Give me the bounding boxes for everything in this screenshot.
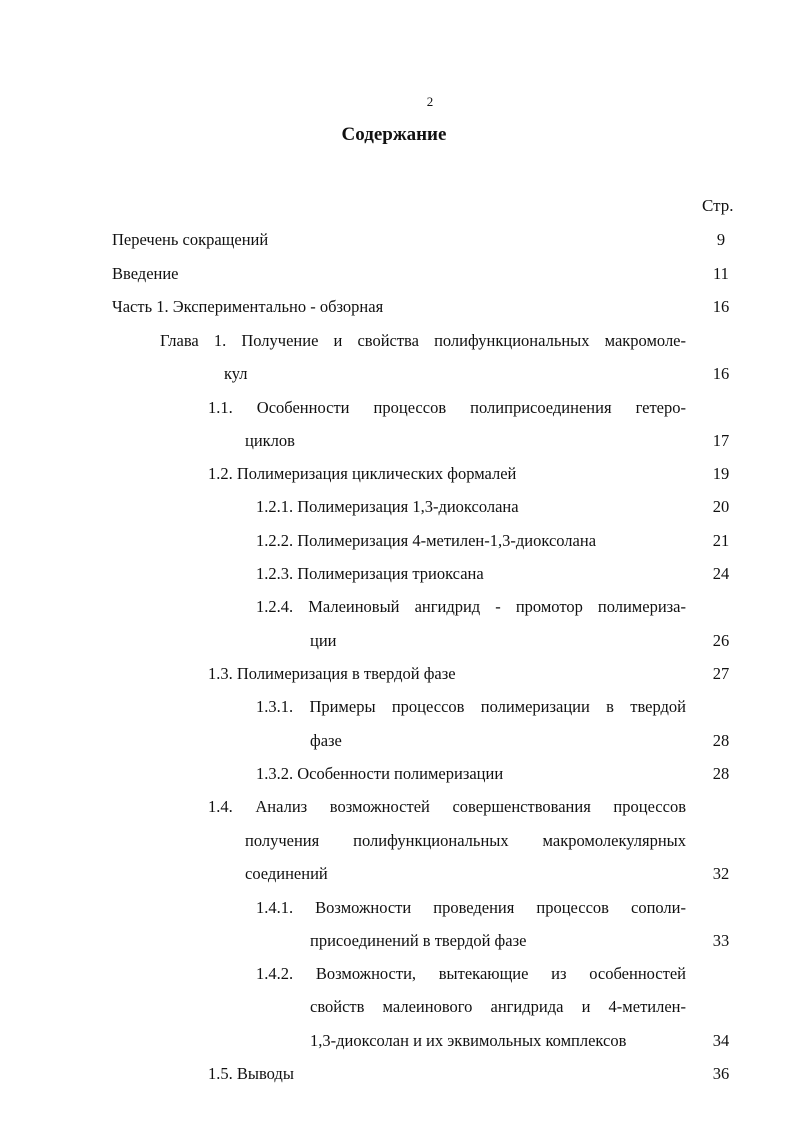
toc-entry-page: 16 [712, 297, 730, 316]
toc-entry-text: 1.2.2. Полимеризация 4-метилен-1,3-диоксолана [256, 531, 597, 550]
toc-entry-page: 9 [716, 230, 726, 249]
toc-entry-text: 1.2. Полимеризация циклических формалей [208, 464, 517, 483]
toc-entry-text: Введение [112, 264, 179, 283]
toc-entry-text: Перечень сокращений [112, 230, 269, 249]
toc-entry-page: 17 [712, 431, 730, 450]
toc-entry-page: 32 [712, 864, 730, 883]
toc-entry-text: 1.4.2. Возможности, вытекающие из особенностей [256, 964, 686, 983]
toc-entry-text: 1.3.1. Примеры процессов полимеризации в твердой [256, 697, 686, 716]
toc-entry-page: 21 [712, 531, 730, 550]
toc-entry-text: Глава 1. Получение и свойства полифункциональных макромоле- [160, 331, 686, 350]
toc-entry-text: 1.2.4. Малеиновый ангидрид - промотор полимериза- [256, 597, 686, 616]
toc-entry-page: 26 [712, 631, 730, 650]
toc-entry-page: 28 [712, 764, 730, 783]
toc-entry-continuation: свойств малеинового ангидрида и 4-метилен- [310, 997, 686, 1016]
toc-entry-continuation: получения полифункциональных макромолекулярных [245, 831, 686, 850]
toc-entry-page: 28 [712, 731, 730, 750]
toc-entry-page: 20 [712, 497, 730, 516]
toc-entry-continuation: циклов [245, 431, 295, 450]
toc-entry-continuation: 1,3-диоксолан и их эквимольных комплексов [310, 1031, 627, 1050]
toc-entry-text: 1.1. Особенности процессов полиприсоединения гетеро- [208, 398, 686, 417]
toc-entry-text: 1.5. Выводы [208, 1064, 294, 1083]
toc-entry-continuation: фазе [310, 731, 342, 750]
page-title: Содержание [341, 124, 447, 145]
toc-entry-page: 34 [712, 1031, 730, 1050]
toc-entry-page: 16 [712, 364, 730, 383]
toc-entry-text: 1.2.3. Полимеризация триоксана [256, 564, 484, 583]
page-number: 2 [426, 94, 434, 109]
toc-entry-page: 24 [712, 564, 730, 583]
toc-entry-page: 36 [712, 1064, 730, 1083]
toc-entry-continuation: присоединений в твердой фазе [310, 931, 527, 950]
toc-entry-text: Часть 1. Экспериментально - обзорная [112, 297, 384, 316]
toc-entry-page: 27 [712, 664, 730, 683]
toc-entry-page: 19 [712, 464, 730, 483]
toc-entry-text: 1.3.2. Особенности полимеризации [256, 764, 504, 783]
toc-entry-page: 33 [712, 931, 730, 950]
toc-entry-text: 1.4. Анализ возможностей совершенствования процессов [208, 797, 686, 816]
page-column-label: Стр. [702, 196, 734, 215]
toc-entry-text: 1.3. Полимеризация в твердой фазе [208, 664, 456, 683]
toc-entry-page: 11 [713, 264, 729, 283]
toc-entry-continuation: ции [310, 631, 337, 650]
toc-entry-continuation: кул [224, 364, 248, 383]
toc-entry-continuation: соединений [245, 864, 328, 883]
toc-entry-text: 1.4.1. Возможности проведения процессов сополи- [256, 898, 686, 917]
toc-entry-text: 1.2.1. Полимеризация 1,3-диоксолана [256, 497, 519, 516]
